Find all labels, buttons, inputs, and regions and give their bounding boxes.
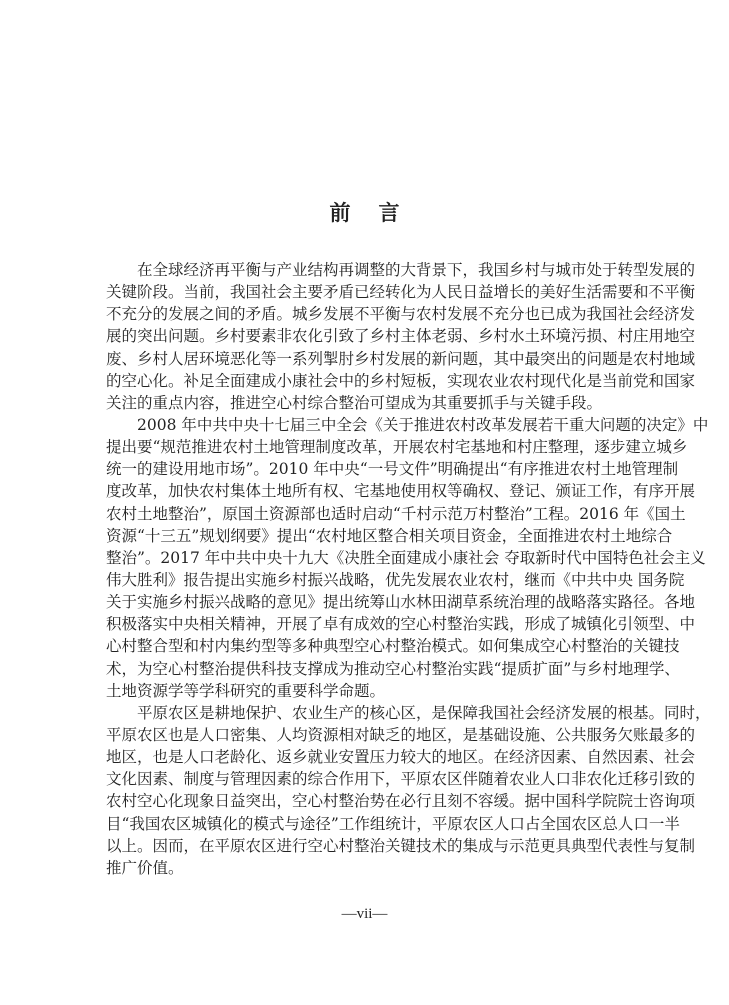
- text-line: 的空心化。补足全面建成小康社会中的乡村短板，实现农业农村现代化是当前党和国家: [106, 371, 696, 390]
- text-line: 推广价值。: [106, 858, 184, 877]
- text-line: 废、乡村人居环境恶化等一系列掣肘乡村发展的新问题，其中最突出的问题是农村地域: [106, 349, 696, 368]
- text-line: 农村空心化现象日益突出，空心村整治势在必行且刻不容缓。据中国科学院院士咨询项: [106, 792, 696, 811]
- text-line: 平原农区也是人口密集、人均资源相对缺乏的地区，是基础设施、公共服务欠账最多的: [106, 725, 696, 744]
- text-line: 平原农区是耕地保护、农业生产的核心区，是保障我国社会经济发展的根基。同时，: [137, 703, 711, 722]
- page-title: 前言: [329, 200, 428, 225]
- text-line: 度改革，加快农村集体土地所有权、宅基地使用权等确权、登记、颁证工作，有序开展: [106, 482, 696, 501]
- text-line: 2008 年中共中央十七届三中全会《关于推进农村改革发展若干重大问题的决定》中: [137, 415, 709, 434]
- text-line: 术，为空心村整治提供科技支撑成为推动空心村整治实践“提质扩面”与乡村地理学、: [106, 659, 680, 678]
- text-line: 资源“十三五”规划纲要》提出“农村地区整合相关项目资金，全面推进农村土地综合: [106, 526, 673, 545]
- paragraph: [106, 702, 711, 879]
- text-line: 文化因素、制度与管理因素的综合作用下，平原农区伴随着农业人口非农化迁移引致的: [106, 770, 696, 789]
- text-line: 关键阶段。当前，我国社会主要矛盾已经转化为人民日益增长的美好生活需要和不平衡: [106, 283, 696, 302]
- text-line: 伟大胜利》报告提出实施乡村振兴战略，优先发展农业农村，继而《中共中央 国务院: [106, 570, 685, 589]
- text-line: 提出要“规范推进农村土地管理制度改革，开展农村宅基地和村庄整理，逐步建立城乡: [106, 438, 688, 457]
- text-line: 在全球经济再平衡与产业结构再调整的大背景下，我国乡村与城市处于转型发展的: [137, 261, 696, 279]
- text-line: 积极落实中央相关精神，开展了卓有成效的空心村整治实践，形成了城镇化引领型、中: [106, 615, 696, 634]
- text-line: 农村土地整治”，原国土资源部也适时启动“千村示范万村整治”工程。2016 年《国土: [106, 504, 686, 523]
- text-line: 关注的重点内容，推进空心村综合整治可望成为其重要抓手与关键手段。: [106, 393, 603, 412]
- paragraph: [106, 414, 709, 702]
- text-line: 关于实施乡村振兴战略的意见》提出统筹山水林田湖草系统治理的战略落实路径。各地: [106, 593, 696, 612]
- page-number: —vii—: [341, 906, 388, 922]
- text-line: 展的突出问题。乡村要素非农化引致了乡村主体老弱、乡村水土环境污损、村庄用地空: [106, 327, 696, 346]
- text-line: 地区，也是人口老龄化、返乡就业安置压力较大的地区。在经济因素、自然因素、社会: [106, 748, 696, 767]
- text-line: 心村整合型和村内集约型等多种典型空心村整治模式。如何集成空心村整治的关键技: [106, 637, 680, 656]
- text-line: 统一的建设用地市场”。2010 年中央“一号文件”明确提出“有序推进农村土地管理制: [106, 460, 679, 479]
- text-line: 不充分的发展之间的矛盾。城乡发展不平衡与农村发展不充分也已成为我国社会经济发: [106, 305, 696, 324]
- preface-body: [106, 259, 711, 879]
- paragraph: [106, 259, 696, 414]
- text-line: 目“我国农区城镇化的模式与途径”工作组统计，平原农区人口占全国农区总人口一半: [106, 814, 680, 833]
- text-line: 土地资源学等学科研究的重要科学命题。: [106, 681, 386, 700]
- text-line: 以上。因而，在平原农区进行空心村整治关键技术的集成与示范更具典型代表性与复制: [106, 836, 696, 855]
- text-line: 整治”。2017 年中共中央十九大《决胜全面建成小康社会 夺取新时代中国特色社会主义: [106, 548, 706, 567]
